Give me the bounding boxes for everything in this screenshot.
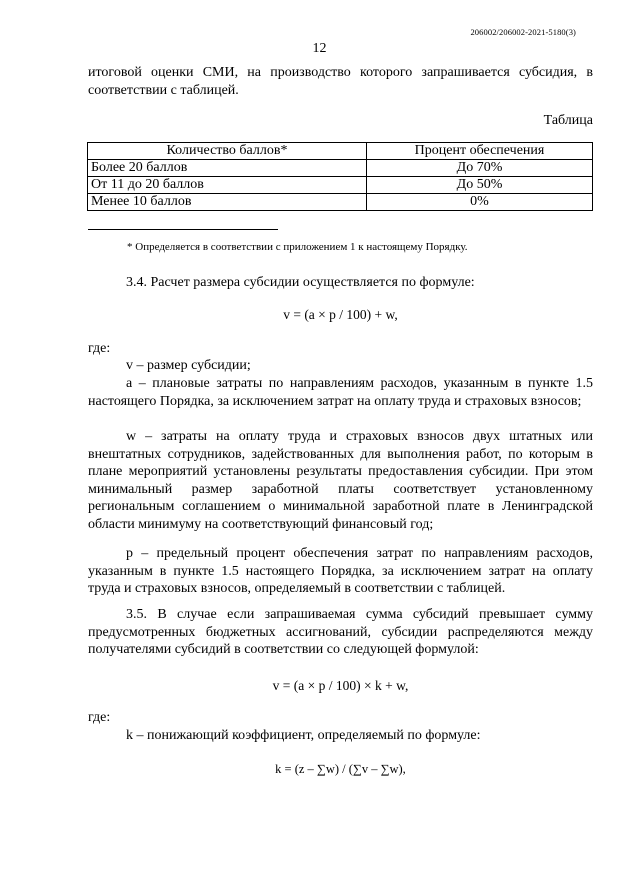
table-cell: 0% (367, 194, 593, 211)
definition-p: p – предельный процент обеспечения затрат по направлениям расходов, указанным в пункте 1.5 настоящего Порядка, за исключением затрат на оплату труда и страховых взносов, определяемый в соответствии с таблицей. (88, 546, 593, 596)
table-row (88, 177, 593, 194)
table-label: Таблица (543, 113, 593, 128)
table-cell: Менее 10 баллов (88, 194, 367, 211)
table-header-cell: Количество баллов* (88, 143, 367, 160)
document-id: 206002/206002-2021-5180(3) (470, 27, 576, 37)
table-cell: До 50% (367, 177, 593, 194)
where-label-2: где: (88, 710, 111, 725)
footnote: * Определяется в соответствии с приложением 1 к настоящему Порядку. (127, 241, 468, 253)
footnote-divider (88, 229, 278, 230)
paragraph-3-4: 3.4. Расчет размера субсидии осуществляется по формуле: (126, 275, 475, 290)
formula-2: v = (a × p / 100) × k + w, (272, 678, 409, 693)
where-label-1: где: (88, 341, 111, 356)
definition-k: k – понижающий коэффициент, определяемый по формуле: (126, 728, 481, 743)
table-row (88, 160, 593, 177)
table-cell: От 11 до 20 баллов (88, 177, 367, 194)
definition-a: a – плановые затраты по направлениям расходов, указанным в пункте 1.5 настоящего Порядка, за исключением затрат на оплату труда и страховых взносов; (88, 376, 593, 409)
table-header-cell: Процент обеспечения (367, 143, 593, 160)
formula-3: k = (z – ∑w) / (∑v – ∑w), (275, 762, 406, 776)
page-number: 12 (312, 41, 327, 56)
definition-w: w – затраты на оплату труда и страховых взносов двух штатных или внештатных сотрудников, задействованных для выполнения работ, по которым в плане мероприятий установлены результаты предоставления субсидии. При этом минимальный размер заработной платы соответствует установленному региональным соглашением о минимальной заработной плате в Ленинградской области минимуму на соответствующий финансовый год; (88, 429, 593, 532)
formula-1: v = (a × p / 100) + w, (283, 307, 398, 322)
intro-paragraph: итоговой оценки СМИ, на производство которого запрашивается субсидия, в соответствии с таблицей. (88, 65, 593, 98)
table-cell: Более 20 баллов (88, 160, 367, 177)
table-header-row (88, 143, 593, 160)
definition-v: v – размер субсидии; (126, 358, 251, 373)
paragraph-3-5: 3.5. В случае если запрашиваемая сумма субсидий превышает сумму предусмотренных бюджетных ассигнований, субсидии распределяются между получателями субсидий в соответствии со следующей формулой: (88, 607, 593, 657)
table-cell: До 70% (367, 160, 593, 177)
scores-table (87, 142, 593, 211)
table-row (88, 194, 593, 211)
